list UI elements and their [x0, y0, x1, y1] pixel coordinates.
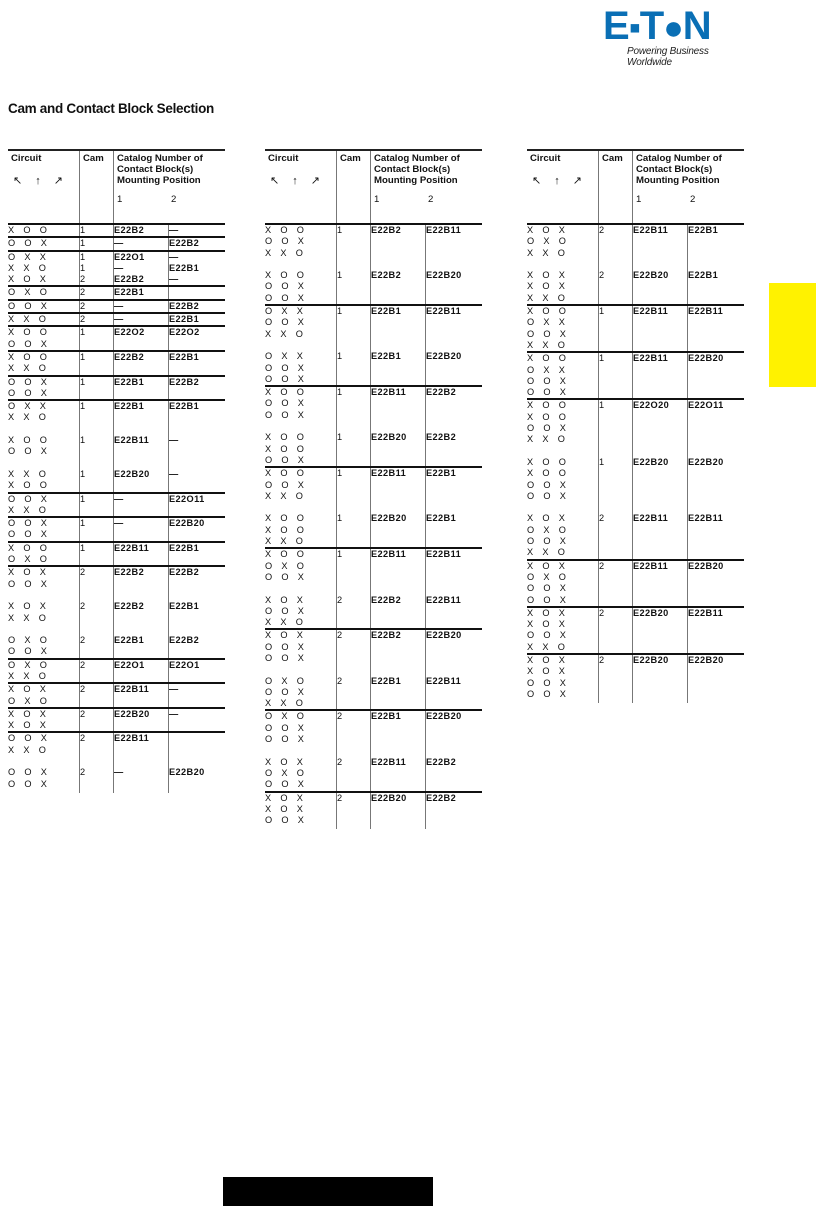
table-row: [265, 629, 482, 710]
catalog-pos-2: — E22B1 —: [169, 251, 226, 287]
arrow-icon: ↑: [35, 175, 41, 187]
circuit-arrows: [268, 176, 336, 187]
header-catalog-label: Catalog Number of Contact Block(s) Mounting Position: [117, 153, 203, 186]
circuit-pattern: X O O O O X O O X X O O X O O O O X: [265, 386, 337, 467]
cam-number: 2: [80, 286, 114, 299]
footer-bar: [223, 1177, 433, 1206]
catalog-pos-1: E22B11 E22B20: [371, 467, 426, 548]
catalog-pos-1: —: [114, 517, 169, 542]
table-row: [527, 607, 744, 654]
header-circuit-label: Circuit: [530, 153, 561, 164]
catalog-pos-2: E22B11: [688, 607, 745, 654]
table-row: [527, 224, 744, 305]
table-row: [8, 683, 225, 708]
catalog-pos-1: E22B11: [114, 542, 169, 567]
arrow-icon: ↑: [554, 175, 560, 187]
table-row: [8, 224, 225, 237]
header-catalog-label: Catalog Number of Contact Block(s) Mounting Position: [374, 153, 460, 186]
catalog-pos-1: —: [114, 493, 169, 518]
catalog-pos-2: E22B20: [169, 732, 226, 792]
circuit-pattern: X O O O X O O O X X O X O O X X X O: [265, 548, 337, 629]
cam-number: 1 1: [337, 305, 371, 386]
circuit-pattern: O X X X X O X O X: [8, 251, 80, 287]
cam-number: 2 2: [80, 732, 114, 792]
catalog-pos-2: E22B11 E22B11: [426, 548, 483, 629]
table-row: [8, 542, 225, 567]
header-positions: [374, 194, 482, 205]
catalog-pos-1: E22B20: [371, 792, 426, 830]
circuit-pattern: O O X O O X: [8, 376, 80, 401]
header-circuit-label: Circuit: [268, 153, 299, 164]
table-row: [265, 386, 482, 467]
catalog-pos-1: E22O20 E22B20 E22B11: [633, 399, 688, 559]
header-positions: [117, 194, 225, 205]
arrow-icon: ↖: [13, 175, 23, 187]
catalog-pos-2: E22B2: [169, 376, 226, 401]
header-catalog: [114, 150, 226, 224]
circuit-pattern: X O O O O X X X O X O O X O O X X O: [265, 467, 337, 548]
selection-table-1: [8, 149, 225, 793]
catalog-pos-2: E22B11 E22B20: [426, 305, 483, 386]
cam-number: 2 2 2: [80, 566, 114, 658]
table-row: [8, 326, 225, 351]
catalog-pos-1: E22B1 E22B11 E22B20: [114, 400, 169, 492]
catalog-pos-2: E22B2 E22B1 E22B2: [169, 566, 226, 658]
circuit-pattern: O O X: [8, 300, 80, 313]
catalog-pos-1: E22O1: [114, 659, 169, 684]
cam-number: 1: [80, 517, 114, 542]
cam-number: 2: [599, 654, 633, 703]
circuit-pattern: O X O O O X O O X X O X O X O O O X: [265, 710, 337, 791]
catalog-pos-1: E22B1: [114, 376, 169, 401]
table-row: [8, 376, 225, 401]
cam-number: 1: [80, 493, 114, 518]
circuit-pattern: X O X O X O O O X O O X: [527, 560, 599, 607]
circuit-pattern: X O X X O X O O X O O X: [527, 654, 599, 703]
circuit-arrows: [530, 176, 598, 187]
circuit-pattern: X O O O X X O O X X X O: [527, 305, 599, 352]
cam-number: 2 2: [337, 629, 371, 710]
cam-number: 2 2: [337, 710, 371, 791]
header-catalog-label: Catalog Number of Contact Block(s) Mounting Position: [636, 153, 722, 186]
circuit-pattern: O X O X X O: [8, 659, 80, 684]
logo-wordmark: E▪T●N: [603, 4, 711, 48]
catalog-pos-2: E22B20: [688, 352, 745, 399]
arrow-icon: ↖: [532, 175, 542, 187]
catalog-pos-2: E22B1 E22B1: [688, 224, 745, 305]
catalog-pos-2: —: [169, 224, 226, 237]
table-row: [527, 560, 744, 607]
table-row: [8, 708, 225, 733]
circuit-pattern: O O X X X O O O X O O X: [8, 732, 80, 792]
catalog-pos-1: E22O2: [114, 326, 169, 351]
catalog-pos-2: E22B1: [169, 313, 226, 326]
header-circuit-label: Circuit: [11, 153, 42, 164]
table-row: [527, 399, 744, 559]
catalog-pos-1: E22B11 E22B2: [371, 548, 426, 629]
catalog-pos-1: E22O1 — E22B2: [114, 251, 169, 287]
catalog-pos-2: E22O11 E22B20 E22B11: [688, 399, 745, 559]
logo-tagline: Powering Business Worldwide: [627, 46, 709, 68]
header-pos-2: 2: [171, 194, 177, 205]
catalog-pos-2: —: [169, 708, 226, 733]
catalog-pos-2: E22B11: [688, 305, 745, 352]
catalog-pos-2: E22O11: [169, 493, 226, 518]
table-row: [8, 237, 225, 250]
cam-number: 1: [599, 352, 633, 399]
circuit-pattern: O X X O O X X X O O X X O O X O O X: [265, 305, 337, 386]
circuit-pattern: X O X O O X O O X O X O O O X X X O: [265, 629, 337, 710]
cam-number: 1: [80, 351, 114, 376]
header-catalog: [633, 150, 745, 224]
circuit-pattern: X O X X O X O O X: [265, 792, 337, 830]
arrow-icon: ↑: [292, 175, 298, 187]
catalog-pos-2: E22B20: [169, 517, 226, 542]
cam-number: 1: [80, 542, 114, 567]
selection-table-3: [527, 149, 744, 703]
catalog-pos-1: E22B11: [633, 352, 688, 399]
catalog-pos-1: —: [114, 237, 169, 250]
arrow-icon: ↗: [310, 175, 320, 187]
cam-number: 1: [599, 305, 633, 352]
catalog-pos-1: E22B11: [114, 683, 169, 708]
catalog-pos-1: —: [114, 300, 169, 313]
catalog-pos-2: E22O1: [169, 659, 226, 684]
catalog-pos-1: E22B1: [114, 286, 169, 299]
header-circuit: [8, 150, 80, 224]
catalog-pos-1: E22B2: [114, 351, 169, 376]
cam-number: 2: [80, 708, 114, 733]
catalog-pos-1: E22B11: [633, 305, 688, 352]
circuit-pattern: X O X O X O X X O X O X X O X X X O: [527, 224, 599, 305]
cam-number: 1 1: [337, 386, 371, 467]
page-title: Cam and Contact Block Selection: [8, 101, 214, 116]
table-row: [265, 467, 482, 548]
cam-number: 2: [599, 560, 633, 607]
catalog-pos-2: E22B1 — —: [169, 400, 226, 492]
catalog-pos-1: E22B2 E22B1: [371, 629, 426, 710]
table-row: [8, 493, 225, 518]
table-row: [8, 300, 225, 313]
header-pos-1: 1: [636, 194, 642, 205]
circuit-pattern: O X O: [8, 286, 80, 299]
circuit-pattern: X X O: [8, 313, 80, 326]
cam-number: 2: [599, 607, 633, 654]
header-pos-2: 2: [428, 194, 434, 205]
circuit-pattern: X O O O O X: [8, 326, 80, 351]
cam-number: 2: [80, 659, 114, 684]
circuit-arrows: [11, 176, 79, 187]
circuit-pattern: O X X X X O X O O O O X X X O X O O: [8, 400, 80, 492]
catalog-pos-2: E22B1: [169, 542, 226, 567]
catalog-pos-2: E22B2: [169, 237, 226, 250]
eaton-logo: [603, 6, 753, 68]
table-row: [265, 224, 482, 305]
catalog-pos-2: E22B2 E22B2: [426, 386, 483, 467]
circuit-pattern: X O O O X O: [8, 542, 80, 567]
circuit-pattern: X O X X O X O O X X X O: [527, 607, 599, 654]
catalog-pos-1: E22B20: [633, 607, 688, 654]
catalog-pos-2: E22B1: [169, 351, 226, 376]
catalog-pos-1: E22B2 E22B2: [371, 224, 426, 305]
cam-number: 1: [80, 326, 114, 351]
catalog-pos-1: —: [114, 313, 169, 326]
cam-number: 1 1: [337, 467, 371, 548]
circuit-pattern: X O O O O X X X O X O O O O X O O X: [265, 224, 337, 305]
catalog-pos-2: E22B1 E22B1: [426, 467, 483, 548]
header-positions: [636, 194, 744, 205]
circuit-pattern: X O O O X X O O X O O X: [527, 352, 599, 399]
table-row: [527, 305, 744, 352]
header-circuit: [527, 150, 599, 224]
table-row: [8, 313, 225, 326]
selection-table-2: [265, 149, 482, 829]
header-cam: Cam: [337, 150, 371, 224]
catalog-pos-1: E22B20: [114, 708, 169, 733]
header-cam: Cam: [80, 150, 114, 224]
header-circuit: [265, 150, 337, 224]
catalog-pos-1: E22B20: [633, 654, 688, 703]
table-row: [265, 305, 482, 386]
section-tab: [769, 283, 816, 387]
circuit-pattern: O O X O O X: [8, 517, 80, 542]
table-row: [8, 659, 225, 684]
catalog-pos-2: E22B20 E22B2: [426, 710, 483, 791]
cam-number: 1 1 2: [599, 399, 633, 559]
circuit-pattern: X O O X X O: [8, 351, 80, 376]
circuit-pattern: X O O: [8, 224, 80, 237]
cam-number: 1 1 1: [80, 400, 114, 492]
table-row: [265, 548, 482, 629]
arrow-icon: ↗: [572, 175, 582, 187]
catalog-pos-1: E22B11 E22B20: [371, 386, 426, 467]
table-row: [527, 654, 744, 703]
header-pos-1: 1: [117, 194, 123, 205]
arrow-icon: ↖: [270, 175, 280, 187]
catalog-pos-2: E22B2: [169, 300, 226, 313]
header-cam: Cam: [599, 150, 633, 224]
circuit-pattern: X O X O X O: [8, 683, 80, 708]
table-row: [8, 351, 225, 376]
catalog-pos-2: E22B11 E22B20: [426, 224, 483, 305]
table-row: [8, 566, 225, 658]
table-row: [8, 286, 225, 299]
table-row: [265, 710, 482, 791]
circuit-pattern: X O X X O X: [8, 708, 80, 733]
cam-number: 2: [80, 313, 114, 326]
table-row: [527, 352, 744, 399]
circuit-pattern: X O X O O X X O X X X O O X O O O X: [8, 566, 80, 658]
circuit-pattern: X O O X O O O O X X X O X O O X O O O O X O O X X O X O X O O O X X X O: [527, 399, 599, 559]
catalog-pos-2: E22B20: [688, 560, 745, 607]
catalog-pos-2: E22B2: [426, 792, 483, 830]
catalog-pos-1: E22B11 —: [114, 732, 169, 792]
cam-number: 1: [80, 376, 114, 401]
table-row: [8, 400, 225, 492]
cam-number: 2: [337, 792, 371, 830]
catalog-pos-1: E22B11 E22B20: [633, 224, 688, 305]
cam-number: 2: [80, 300, 114, 313]
circuit-pattern: O O X X X O: [8, 493, 80, 518]
arrow-icon: ↗: [53, 175, 63, 187]
catalog-pos-1: E22B11: [633, 560, 688, 607]
header-pos-2: 2: [690, 194, 696, 205]
header-catalog: [371, 150, 483, 224]
table-row: [8, 732, 225, 792]
catalog-pos-1: E22B1 E22B1: [371, 305, 426, 386]
catalog-pos-2: E22O2: [169, 326, 226, 351]
catalog-pos-1: E22B2 E22B2 E22B1: [114, 566, 169, 658]
cam-number: 2: [80, 683, 114, 708]
table-row: [265, 792, 482, 830]
cam-number: 1: [80, 237, 114, 250]
catalog-pos-2: [169, 286, 226, 299]
catalog-pos-2: —: [169, 683, 226, 708]
table-row: [8, 251, 225, 287]
cam-number: 2 2: [599, 224, 633, 305]
circuit-pattern: O O X: [8, 237, 80, 250]
header-pos-1: 1: [374, 194, 380, 205]
cam-number: 1: [80, 224, 114, 237]
table-row: [8, 517, 225, 542]
cam-number: 1 1: [337, 224, 371, 305]
catalog-pos-1: E22B2: [114, 224, 169, 237]
catalog-pos-2: E22B20 E22B11: [426, 629, 483, 710]
cam-number: 1 2: [337, 548, 371, 629]
catalog-pos-1: E22B1 E22B11: [371, 710, 426, 791]
catalog-pos-2: E22B20: [688, 654, 745, 703]
cam-number: 1 1 2: [80, 251, 114, 287]
